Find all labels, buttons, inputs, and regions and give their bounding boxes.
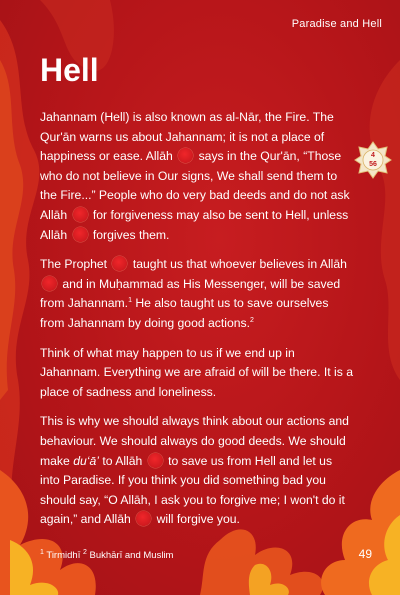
dua-term: du‘ā’ [73,453,99,468]
flame-right [370,60,400,380]
paragraph-2: The Prophet taught us that whoever believes in Allāh and in Muḥammad as His Messenger, will be saved from Jahannam.$^1$ He also taught us to save ourselves from Jahannam by doing good actions.$^2$ [40,257,347,330]
honorific-seal-icon [148,453,163,468]
honorific-seal-icon [42,276,57,291]
footnote-marker: 1 [128,297,132,305]
page-number: 49 [358,547,372,561]
paragraph-4: This is why we should always think about our actions and behaviour. We should always do good deeds. We should make du‘ā’ to Allāh to save us from Hell and let us into Paradise. If you think you did something bad you should say, “O Allāh, I ask you to forgive me; I won't do it again,” and Allāh will forgive you. [40,414,349,527]
running-header: Paradise and Hell [291,18,382,30]
surah-number: 4 [371,152,375,159]
honorific-seal-icon [73,227,88,242]
body-text [40,108,355,540]
paragraph-1: Jahannam (Hell) is also known as al-Nār, the Fire. The Qur'ān warns us about Jahannam; it is not a place of happiness or ease. Allāh says in the Qur'ān, “Those who do not believe in Our signs, We shall send them to the Fire...” People who do very bad deeds and do not ask Allāh for forgiveness may also be sent to Hell, unless Allāh forgives them. [40,110,350,242]
honorific-seal-icon [112,256,127,271]
honorific-seal-icon [178,148,193,163]
footnotes: $^1$ Tirmidhī $^2$ Bukhārī and Muslim [40,548,174,561]
footnote-marker: 2 [250,316,254,324]
surah-verse-reference [354,151,392,169]
honorific-seal-icon [136,511,151,526]
honorific-seal-icon [73,207,88,222]
paragraph-3: Think of what may happen to us if we end up in Jahannam. Everything we are afraid of will be there. It is a place of sadness and loneliness. [40,345,353,399]
verse-number: 56 [369,161,377,168]
page-title: Hell [40,52,99,88]
